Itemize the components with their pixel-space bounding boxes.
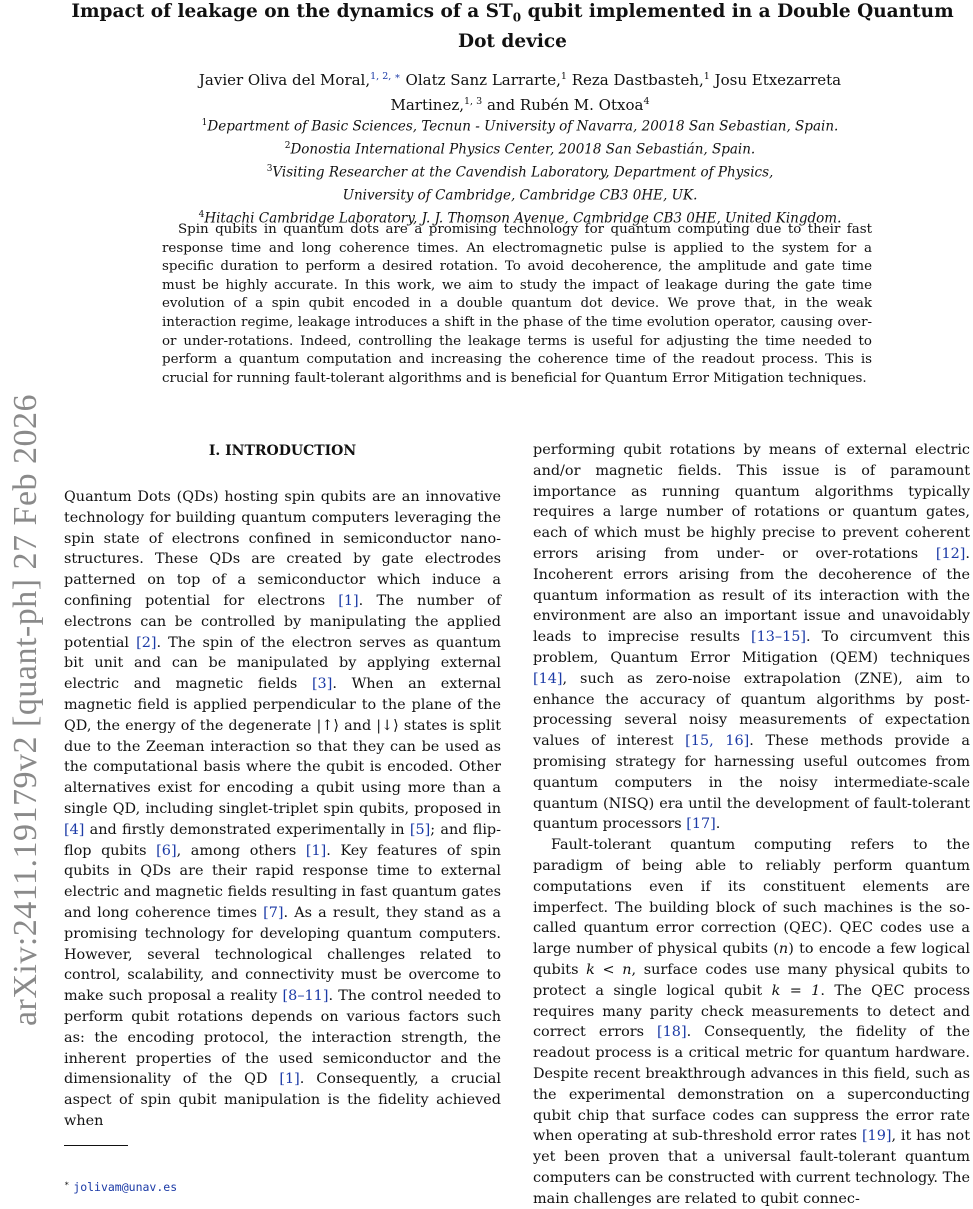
left-column — [64, 487, 501, 1132]
author: Olatz Sanz Larrarte,$^1$ — [405, 71, 567, 89]
citation-link[interactable]: [12] — [935, 545, 966, 562]
math-inline: n — [778, 941, 789, 958]
title-part: Dot device — [458, 30, 567, 52]
abstract: Spin qubits in quantum dots are a promising technology for quantum computing due to their fast response time and long coherence times. An electromagnetic pulse is applied to the system for a specific duration to perform a desired rotation. To avoid decoherence, the amplitude and gate time must be highly accurate. In this work, we aim to study the impact of leakage during the gate time evolution of a spin qubit encoded in a double quantum dot device. We prove that, in the weak interaction regime, leakage introduces a shift in the phase of the time evolution operator, causing over- or under-rotations. Indeed, controlling the leakage terms is useful for adjusting the time needed to perform a quantum computation and increasing the coherence time of the readout process. This is crucial for running fault-tolerant algorithms and is beneficial for Quantum Error Mitigation techniques. — [162, 222, 872, 386]
intro-paragraph: Fault-tolerant quantum computing refers to the paradigm of being able to reliably perform quantum computations even if its constituent elements are imperfect. The building block of such machines is the so-called quantum error correction (QEC). QEC codes use a large number of physical qubits (n) to encode a few logical qubits k < n, surface codes use many physical qubits to protect a single logical qubit k = 1. The QEC process requires many parity check measurements to detect and correct errors [18]. Consequently, the fidelity of the readout process is a critical metric for quantum hardware. Despite recent breakthrough advances in this field, such as the experimental demonstration on a superconducting qubit chip that surface codes can suppress the error rate when operating at sub-threshold error rates [19], it has not yet been proven that a universal fault-tolerant quantum computers can be constructed with current technology. The main challenges are related to qubit connec- — [533, 837, 970, 1207]
citation-link[interactable]: [1] — [338, 592, 359, 609]
citation-link[interactable]: [3] — [311, 676, 333, 693]
footnote-mark: ∗ — [64, 1179, 70, 1188]
affiliations — [120, 114, 920, 229]
citation-link[interactable]: [19] — [861, 1128, 892, 1145]
citation-link[interactable]: [2] — [136, 634, 157, 651]
affiliation: $^1$Department of Basic Sciences, Tecnun - University of Navarra, 20018 San Sebastian, Spain. — [201, 118, 839, 135]
paper-title — [55, 0, 970, 54]
section-heading-introduction: I. INTRODUCTION — [208, 443, 357, 459]
citation-link[interactable]: [1] — [305, 842, 327, 859]
title-part: Impact of leakage on the dynamics of a ST — [71, 1, 513, 22]
footnote — [64, 1176, 177, 1195]
author: Javier Oliva del Moral,$^{1, 2, ∗}$ — [198, 71, 401, 89]
intro-paragraph: Quantum Dots (QDs) hosting spin qubits are an innovative technology for building quantum computers leveraging the spin state of electrons confined in semiconductor nano-structures. These QDs are created by gate electrodes patterned on top of a semiconductor which induce a confining potential for electrons [1]. The number of electrons can be controlled by manipulating the applied potential [2]. The spin of the electron serves as quantum bit unit and can be manipulated by applying external electric and magnetic fields [3]. When an external magnetic field is applied perpendicular to the plane of the QD, the energy of the degenerate |↑⟩ and |↓⟩ states is split due to the Zeeman interaction so that they can be used as the computational basis where the qubit is encoded. Other alternatives exist for encoding a qubit using more than a single QD, including singlet-triplet spin qubits, proposed in [4] and firstly demonstrated experimentally in [5]; and flip-flop qubits [6], among others [1]. Key features of spin qubits in QDs are their rapid response time to external electric and magnetic fields resulting in fast quantum gates and long coherence times [7]. As a result, they stand as a promising technology for developing quantum computers. However, several technological challenges related to control, scalability, and connectivity must be overcome to make such proposal a reality [8–11]. The control needed to perform qubit rotations depends on various factors such as: the encoding protocol, the interaction strength, the inherent properties of the used semiconductor and the dimensionality of the QD [1]. Consequently, a crucial aspect of spin qubit manipulation is the fidelity achieved when — [64, 489, 502, 1129]
arxiv-identifier — [4, 270, 48, 1150]
citation-link[interactable]: [14] — [533, 670, 563, 687]
intro-paragraph: performing qubit rotations by means of external electric and/or magnetic fields. This issue is of paramount importance as running quantum algorithms typically requires a large number of rotations or quantum gates, each of which must be highly precise to prevent coherent errors arising from under- or over-rotations [12]. Incoherent errors arising from the decoherence of the quantum information as result of its interaction with the environment are also an important issue and unavoidably leads to imprecise results [13–15]. To circumvent this problem, Quantum Error Mitigation (QEM) techniques [14], such as zero-noise extrapolation (ZNE), aim to enhance the accuracy of quantum algorithms by post-processing several noisy measurements of expectation values of interest [15, 16]. These methods provide a promising strategy for harnessing useful outcomes from quantum computers in the noisy intermediate-scale quantum (NISQ) era until the development of fault-tolerant quantum processors [17]. — [533, 442, 970, 833]
affiliation: $^3$Visiting Researcher at the Cavendish Laboratory, Department of Physics, — [266, 164, 774, 181]
citation-link[interactable]: [15, 16] — [685, 733, 750, 750]
affiliation: University of Cambridge, Cambridge CB3 0HE, UK. — [342, 187, 698, 204]
footnote-rule — [64, 1145, 128, 1146]
math-inline: k = 1 — [771, 982, 821, 999]
math-inline: k < n — [586, 961, 632, 978]
citation-link[interactable]: [7] — [263, 904, 284, 921]
author: Reza Dastbasteh,$^1$ — [571, 71, 710, 89]
author-list — [160, 66, 880, 116]
right-column — [533, 440, 970, 1209]
citation-link[interactable]: [5] — [409, 821, 431, 838]
arxiv-identifier-text: arXiv:2411.19179v2 [quant-ph] 27 Feb 2026 — [7, 393, 45, 1027]
affiliation: $^2$Donostia International Physics Center, 20018 San Sebastián, Spain. — [284, 141, 756, 158]
title-part: qubit implemented in a Double Quantum — [521, 1, 954, 22]
corresponding-email-link[interactable]: jolivam@unav.es — [73, 1180, 178, 1194]
author: Josu Etxezarreta Martinez,$^{1, 3}$ — [390, 71, 842, 114]
citation-link[interactable]: [17] — [686, 816, 716, 833]
affiliation: $^4$Hitachi Cambridge Laboratory, J. J. Thomson Avenue, Cambridge CB3 0HE, United Kingdom. — [198, 210, 842, 227]
citation-link[interactable]: [13–15] — [750, 629, 807, 646]
citation-link[interactable]: [18] — [657, 1024, 687, 1041]
citation-link[interactable]: [8–11] — [282, 988, 329, 1005]
author: and Rubén M. Otxoa$^4$ — [486, 96, 650, 114]
citation-link[interactable]: [4] — [64, 821, 85, 838]
citation-link[interactable]: [1] — [279, 1071, 300, 1088]
title-subscript: 0 — [512, 10, 522, 25]
citation-link[interactable]: [6] — [156, 842, 177, 859]
